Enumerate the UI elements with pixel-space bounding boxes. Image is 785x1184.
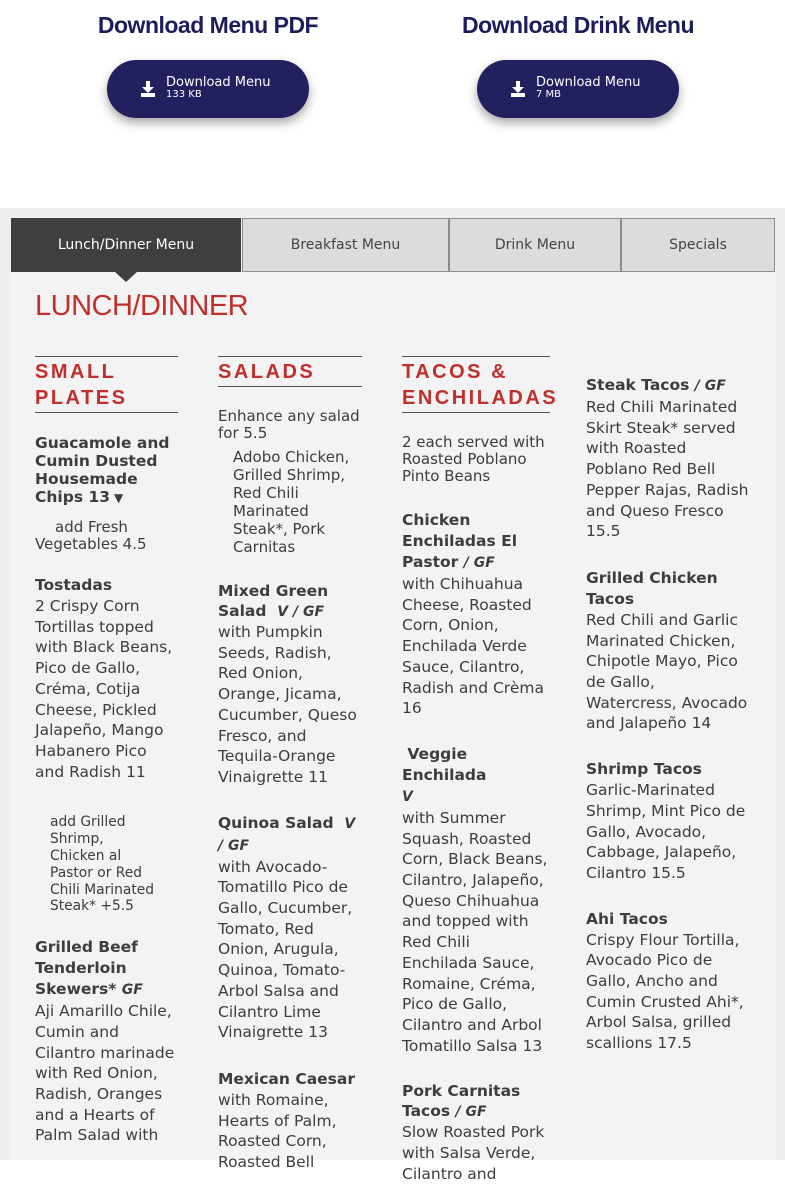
item-name: Guacamole and Cumin Dusted Housemade Chips 13 xyxy=(35,434,170,506)
menu-item xyxy=(35,937,178,1146)
item-name: Grilled Beef Tenderloin Skewers* xyxy=(35,938,138,999)
salad-enhance-options: Adobo Chicken, Grilled Shrimp, Red Chili Marinated Steak*, Pork Carnitas xyxy=(233,448,350,556)
item-tag: / GF xyxy=(455,1104,487,1121)
download-icon xyxy=(141,81,155,97)
download-menu-pdf-button[interactable] xyxy=(107,60,309,118)
section-heading: SALADS xyxy=(218,356,362,387)
menu-item xyxy=(402,744,550,1056)
menu-item xyxy=(35,575,178,782)
menu-item xyxy=(586,909,750,1054)
item-description: Crispy Flour Tortilla, Avocado Pico de Gallo, Ancho and Cumin Crusted Ahi*, Arbol Salsa, grilled scallions 17.5 xyxy=(586,930,744,1053)
download-button-label: Download Menu xyxy=(166,75,271,90)
item-name: Tostadas xyxy=(35,576,113,594)
download-file-size: 7 MB xyxy=(536,89,562,100)
item-name: Chicken Enchiladas El Pastor xyxy=(402,511,518,571)
item-description: 2 Crispy Corn Tortillas topped with Black Beans, Pico de Gallo, Créma, Cotija Cheese, Pickled Jalapeño, Mango Habanero Pico and Radish 11 xyxy=(35,597,173,781)
menu-heading: LUNCH/DINNER xyxy=(35,290,249,322)
menu-item xyxy=(586,375,750,542)
item-description: Slow Roasted Pork with Salsa Verde, Cilantro and xyxy=(402,1123,545,1183)
section-heading: TACOS & ENCHILADAS xyxy=(402,356,550,413)
download-button-label: Download Menu xyxy=(536,75,641,90)
download-icon xyxy=(511,81,525,97)
item-description: Garlic-Marinated Shrimp, Mint Pico de Gallo, Avocado, Cabbage, Jalapeño, Cilantro 15.5 xyxy=(586,781,746,882)
menu-item xyxy=(218,813,362,1043)
item-tag: / GF xyxy=(694,378,726,394)
item-description: with Romaine, Hearts of Palm, Roasted Corn, Roasted Bell xyxy=(218,1090,337,1172)
item-description: with Summer Squash, Roasted Corn, Black Beans, Cilantro, Jalapeño, Queso Chihuahua and topped with Red Chili Enchilada Sauce, Romaine, Créma, Pico de Gallo, Cilantro and Arbol Tomatillo Salsa 13 xyxy=(402,808,548,1055)
item-description: with Pumpkin Seeds, Radish, Red Onion, Orange, Jicama, Cucumber, Queso Fresco, and Tequila-Orange Vinaigrette 11 xyxy=(218,623,357,786)
tab-specials[interactable]: Specials xyxy=(621,218,775,272)
item-name: Shrimp Tacos xyxy=(586,760,702,779)
menu-item xyxy=(218,1069,362,1173)
item-name: Grilled Chicken Tacos xyxy=(586,568,718,608)
download-menu-pdf-title: Download Menu PDF xyxy=(97,12,319,38)
more-tacos-column xyxy=(586,356,750,1054)
tab-drink[interactable]: Drink Menu xyxy=(449,218,621,272)
item-name: Pork Carnitas Tacos xyxy=(402,1082,521,1121)
download-file-size: 133 KB xyxy=(166,89,202,100)
item-name: Steak Tacos xyxy=(586,376,690,394)
item-name: Veggie Enchilada xyxy=(402,744,487,784)
item-tag: V / GF xyxy=(277,604,325,620)
item-description: Red Chili and Garlic Marinated Chicken, Chipotle Mayo, Pico de Gallo, Watercress, Avocado and Jalapeño 14 xyxy=(586,610,748,733)
salad-enhance-note: Enhance any salad for 5.5 xyxy=(218,407,360,442)
item-name: Mixed Green Salad xyxy=(218,582,329,620)
item-name: Quinoa Salad xyxy=(218,813,334,832)
download-drink-menu-button[interactable] xyxy=(477,60,679,118)
section-heading: SMALL PLATES xyxy=(35,356,178,413)
tacos-intro-note: 2 each served with Roasted Poblano Pinto Beans xyxy=(402,433,545,485)
download-menu-pdf-section xyxy=(13,0,403,100)
menu-item xyxy=(218,581,362,788)
salads-column xyxy=(218,356,362,1173)
tab-lunch-dinner[interactable]: Lunch/Dinner Menu xyxy=(11,218,241,272)
active-tab-indicator xyxy=(115,272,137,282)
item-name: Ahi Tacos xyxy=(586,909,668,928)
tab-breakfast[interactable]: Breakfast Menu xyxy=(242,218,449,272)
menu-item xyxy=(402,510,550,719)
menu-item xyxy=(402,1081,550,1184)
item-description: Red Chili Marinated Skirt Steak* served with Roasted Poblano Red Bell Pepper Rajas, Radish and Queso Fresco 15.5 xyxy=(586,398,749,541)
tacos-enchiladas-column xyxy=(402,356,559,1184)
item-tag: / GF xyxy=(463,555,495,571)
item-tag: V xyxy=(402,788,413,805)
item-description: with Chihuahua Cheese, Roasted Corn, Onion, Enchilada Verde Sauce, Cilantro, Radish and Crèma 16 xyxy=(402,575,544,718)
menu-content xyxy=(10,272,775,1183)
item-description: with Avocado-Tomatillo Pico de Gallo, Cucumber, Tomato, Red Onion, Arugula, Quinoa, Tomato-Arbol Salsa and Cilantro Lime Vinaigrette 13 xyxy=(218,857,353,1042)
item-description: Aji Amarillo Chile, Cumin and Cilantro marinade with Red Onion, Radish, Oranges and a Hearts of Palm Salad with xyxy=(35,1002,175,1145)
menu-item xyxy=(35,434,178,507)
download-drink-menu-section xyxy=(383,0,773,100)
menu-tabs-panel xyxy=(0,208,785,1183)
item-addon: add Fresh Vegetables 4.5 xyxy=(35,518,147,553)
item-tag: GF xyxy=(121,982,143,999)
caret-down-icon[interactable]: ▼ xyxy=(114,491,124,505)
item-name: Mexican Caesar xyxy=(218,1069,356,1088)
menu-item xyxy=(586,759,750,884)
item-addon: add Grilled Shrimp, Chicken al Pastor or Red Chili Marinated Steak* +5.5 xyxy=(50,814,154,915)
download-drink-menu-title: Download Drink Menu xyxy=(462,12,694,38)
menu-item xyxy=(586,568,750,734)
item-tag: V / GF xyxy=(218,815,356,854)
small-plates-column xyxy=(35,356,178,1146)
